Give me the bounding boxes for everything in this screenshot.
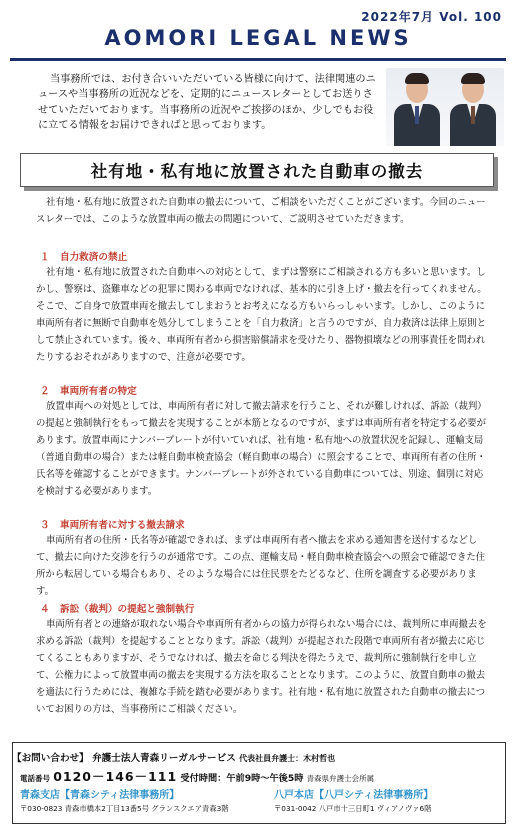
section-text-3: 車両所有者の住所・氏名等が確認できれば、まずは車両所有者へ撤去を求める通知書を送付するなどして、撤去に向けた交渉を行うのが通常です。この点、運輸支局・軽自動車検査協会への照会で確認できた住所から転居している場合もあり、そのような場合には住民票をたどるなど、住所を調査する必要があります。 [36,535,486,597]
lawyer-portrait-left [392,70,442,146]
contact-line: 【お問い合わせ】 弁護士法人青森リーガルサービス 代表社員弁護士：木村哲也 [12,753,336,764]
lead-paragraph: 社有地・私有地に放置された自動車の撤去について、ご相談をいただくことがございます。今回のニュースレターでは、このような放置車両の撤去の問題について、ご説明させていただきます。 [36,197,486,225]
masthead-rule [10,58,506,61]
section-heading-2: ２ 車両所有者の特定 [40,386,137,397]
section-heading-1: １ 自力救済の禁止 [40,252,128,263]
lawyer-portrait-right [448,70,498,146]
lawyers-photo [386,68,504,146]
masthead-title: AOMORI LEGAL NEWS [104,26,412,50]
headline: 社有地・私有地に放置された自動車の撤去 [90,162,424,181]
issue-label: 2022年7月 Vol. 100 [361,10,502,24]
office-aomori: 青森支店【青森シティ法律事務所】 [20,790,180,801]
phone-number[interactable]: 0120－146－111 [53,769,178,784]
phone-line: 電話番号 0120－146－111 受付時間：午前9時～午後5時 青森県弁護士会所属 [20,769,375,784]
section-text-4: 車両所有者との連絡が取れない場合や車両所有者からの協力が得られない場合には、裁判所に車両撤去を求める訴訟（裁判）を提起することとなります。訴訟（裁判）が提起された段階で車両所有者が撤去に応じてくることもありますが、そうでなければ、撤去を命じる判決を得たうえで、裁判所に強制執行を申し立て、公権力によって放置車両の撤去を実現する方法を取ることとなります。このように、放置自動車の撤去を適法に行うためには、複雑な手続を踏む必要があります。社有地・私有地に放置された自動車の撤去についてお困りの方は、当事務所にご相談ください。 [36,619,487,715]
intro-paragraph: 当事務所では、お付き合いいただいている皆様に向けて、法律関連のニュースや当事務所の近況などを、定期的にニュースレターとしてお送りさせていただいております。当事務所の近況やご挨拶のほか、少しでもお役に立てる情報をお届けできればと思っております。 [38,74,376,132]
section-text-2: 放置車両への対処としては、車両所有者に対して撤去請求を行うこと、それが難しければ、訴訟（裁判）の提起と強制執行をもって撤去を実現することが本筋となるのですが、まずは車両所有者を特定する必要があります。放置車両にナンバープレートが付いていれば、社有地・私有地への放置状況を記録し、運輸支局（普通自動車の場合）または軽自動車検査協会（軽自動車の場合）に照会することで、車両所有者の住所・氏名等を確認することができます。ナンバープレートが外されている自動車については、別途、個別に対応を検討する必要があります。 [36,401,487,497]
headline-box [20,153,494,187]
office-hachinohe-address: 〒031-0042 八戸市十三日町1 ヴィアノヴァ6階 [274,804,432,813]
section-text-1: 社有地・私有地に放置された自動車への対応として、まずは警察にご相談される方も多いと思います。しかし、警察は、盗難車などの犯罪に関わる車両でなければ、基本的に引き上げ・撤去を行ってくれません。そこで、ご自身で放置車両を撤去してしまおうとお考えになる方もいらっしゃいます。しかし、このように車両所有者に無断で自動車を処分してしまうことを「自力救済」と言うのですが、自力救済は法律上原則として禁止されています。後々、車両所有者から損害賠償請求を受けたり、器物損壊などの刑事責任を問われたりするおそれがありますので、注意が必要です。 [36,267,487,363]
office-hachinohe: 八戸本店【八戸シティ法律事務所】 [274,790,434,801]
office-aomori-address: 〒030-0823 青森市橋本2丁目13番5号 グランスクエア青森3階 [20,804,229,813]
section-heading-3: ３ 車両所有者に対する撤去請求 [40,520,185,531]
section-heading-4: ４ 訴訟（裁判）の提起と強制執行 [40,604,195,615]
